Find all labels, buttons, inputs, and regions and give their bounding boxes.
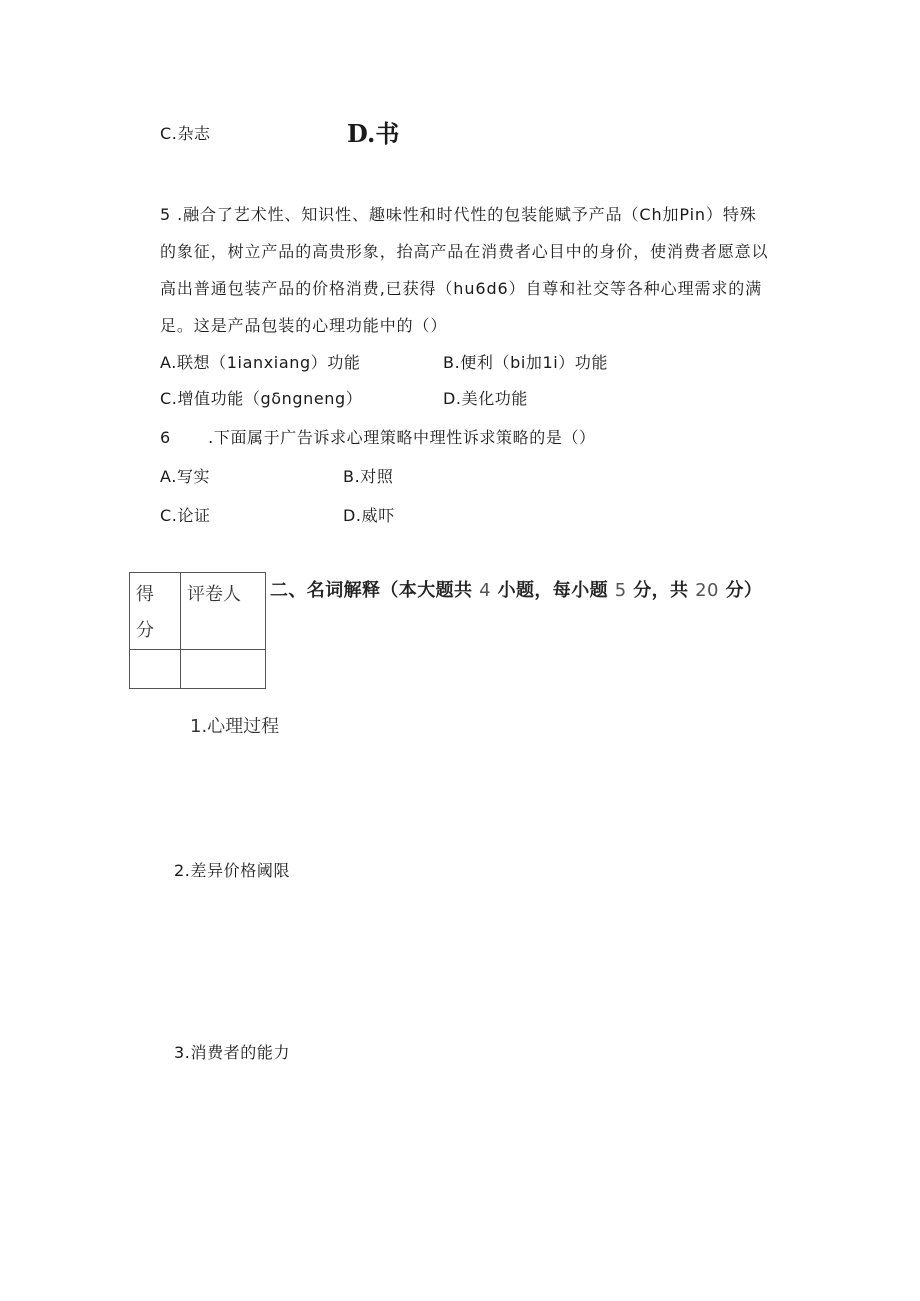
q4-option-d: D.书 <box>347 119 400 148</box>
term-1: 1.心理过程 <box>190 716 280 737</box>
q6-option-a: A.写实 <box>160 467 211 486</box>
score-cell <box>130 573 181 650</box>
term-2: 2.差异价格阈限 <box>174 861 291 880</box>
q5-number: 5 <box>160 205 172 224</box>
grader-label: 评卷人 <box>187 584 241 605</box>
q5-text-line1: .融合了艺术性、知识性、趣味性和时代性的包装能赋予产品（Ch加Pin）特殊 <box>171 205 757 224</box>
score-input-cell <box>130 650 181 689</box>
section-points-each: 5 <box>614 580 627 601</box>
term-3: 3.消费者的能力 <box>174 1043 291 1062</box>
q6-text: .下面属于广告诉求心理策略中理性诉求策略的是（） <box>208 428 596 447</box>
q5-option-b: B.便利（bi加1i）功能 <box>443 353 609 372</box>
section-title <box>270 576 762 602</box>
q6-option-b: B.对照 <box>343 467 394 486</box>
grader-cell <box>181 573 266 650</box>
q5-option-c: C.增值功能（gδngneng） <box>160 389 363 408</box>
score-box <box>129 572 266 689</box>
q5-option-d: D.美化功能 <box>443 389 529 408</box>
q6-option-c: C.论证 <box>160 506 211 525</box>
q6-question <box>160 425 596 448</box>
q5-question <box>160 196 782 344</box>
section-title-c: 分，共 <box>633 580 689 601</box>
q6-option-d: D.威吓 <box>343 506 395 525</box>
q5-option-a: A.联想（1ianxiang）功能 <box>160 353 361 372</box>
score-label-1: 得 <box>136 584 154 605</box>
q6-number: 6 <box>160 428 171 447</box>
q5-text-rest: 的象征，树立产品的高贵形象，抬高产品在消费者心目中的身价，使消费者愿意以高出普通包装产品的价格消费,已获得（hu6d6）自尊和社交等各种心理需求的满足。这是产品包装的心理功能中的（） <box>160 242 769 335</box>
section-title-a: 二、名词解释（本大题共 <box>270 580 473 601</box>
score-label-2: 分 <box>136 620 154 641</box>
section-points-total: 20 <box>695 580 719 601</box>
grader-input-cell <box>181 650 266 689</box>
section-title-d: 分） <box>725 580 763 601</box>
q4-option-c: C.杂志 <box>160 124 211 143</box>
section-title-b: 小题，每小题 <box>497 580 609 601</box>
q5-line1 <box>160 196 782 233</box>
section-count: 4 <box>479 580 491 601</box>
score-label <box>130 573 180 649</box>
